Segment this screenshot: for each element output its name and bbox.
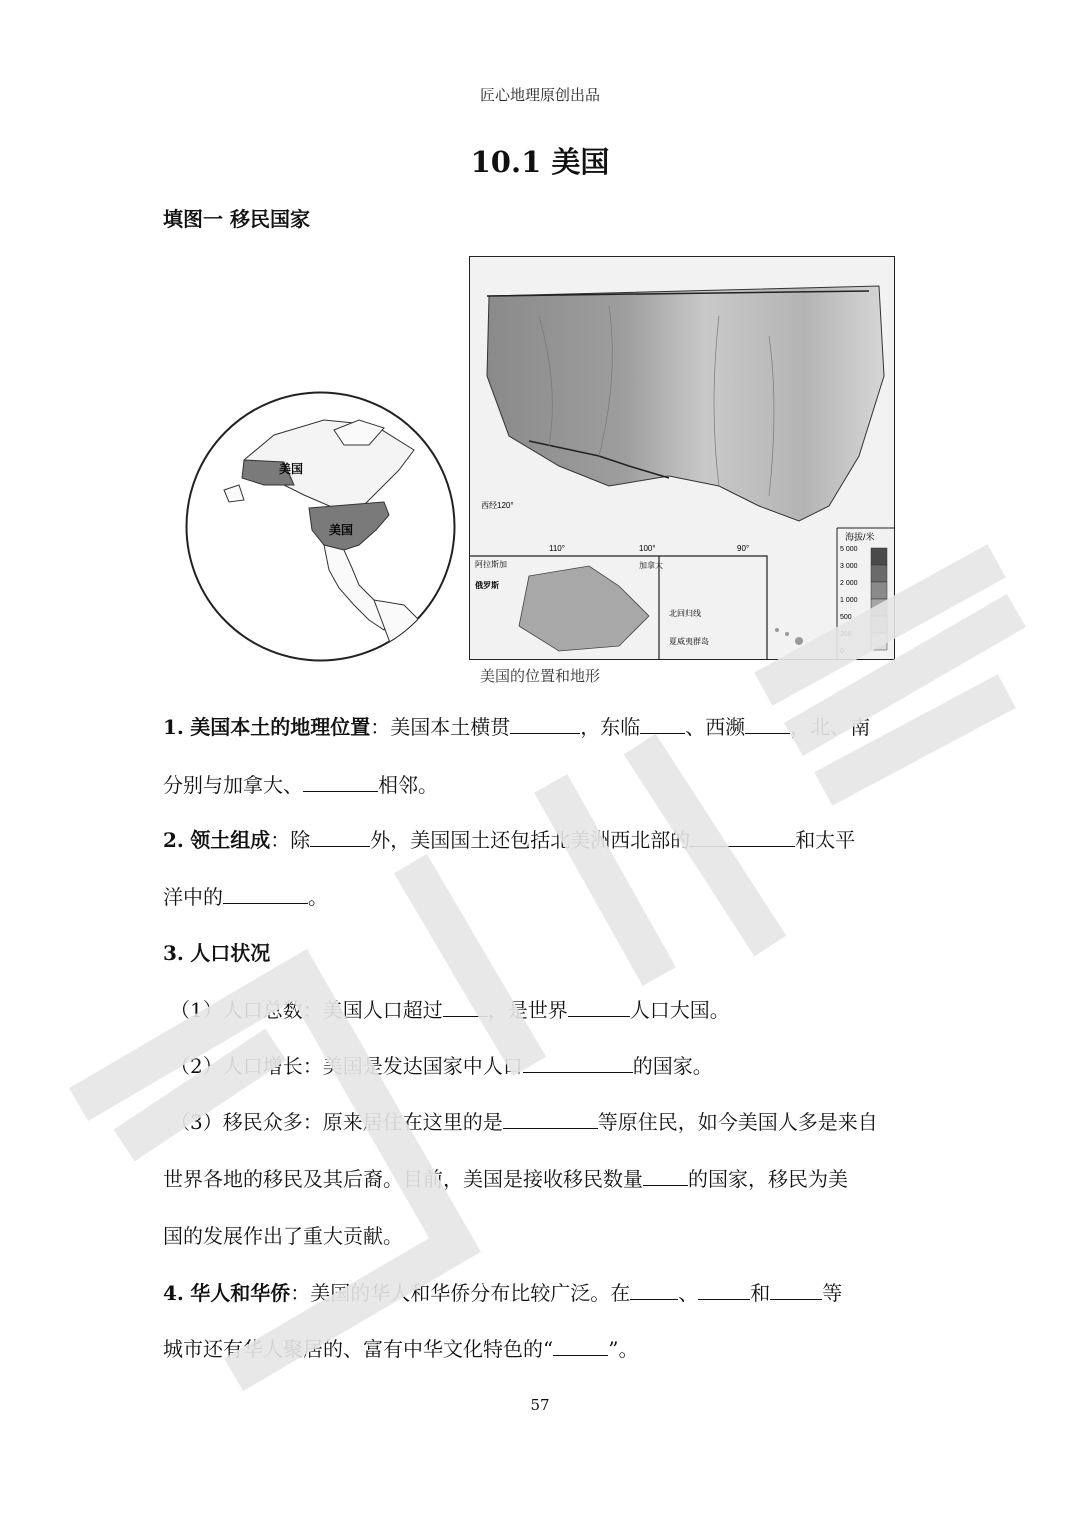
north-tropic-label: 北回归线 [669,609,701,618]
legend-tick-label: 500 [840,614,852,621]
question-3-3-line-2 [163,1167,848,1191]
q3c-text: 等原住民，如今美国人多是来自 [597,1110,878,1134]
q1-number: 1. [163,715,184,739]
globe-label-us: 美国 [329,523,354,537]
question-1-line-1 [163,715,870,739]
inset-russia-label: 俄罗斯 [475,581,499,590]
answer-blank[interactable] [553,1337,608,1356]
q4-number: 4. [163,1281,184,1305]
q2-number: 2. [163,828,184,852]
legend-title: 海拔/米 [845,532,875,542]
q2-lead: 领土组成 [190,828,271,852]
q4-lead: 华人和华侨 [190,1281,291,1305]
section-heading: 填图一 移民国家 [163,207,310,231]
answer-blank[interactable] [630,1281,678,1300]
q2-text: 洋中的 [163,885,223,909]
answer-blank[interactable] [690,828,795,847]
q1-text: 相邻。 [378,773,438,797]
q3b-text: 的国家。 [632,1054,713,1078]
us-topographic-map [469,256,895,660]
q3c-text: 世界各地的移民及其后裔。目前，美国是接收移民数量 [163,1167,643,1191]
q4-text: 城市还有华人聚居的、富有中华文化特色的“ [163,1337,554,1361]
lon-90-label: 90° [737,544,750,553]
q1-text: ，东临 [580,715,641,739]
inset-canada-label: 加拿大 [639,561,663,570]
q1-text: 、西濒 [685,715,746,739]
answer-blank[interactable] [503,1110,598,1129]
question-2-line-2 [163,885,328,909]
answer-blank[interactable] [643,1167,688,1186]
question-3-3-line-1 [170,1110,878,1134]
question-3-heading [163,941,270,965]
legend-swatch [871,548,887,565]
q3-lead: 人口状况 [190,941,271,965]
q1-text: ：美国本土横贯 [370,715,511,739]
legend-tick-label: 3 000 [840,563,858,570]
legend-tick-label: 5 000 [840,546,858,553]
question-1-line-2 [163,773,438,797]
question-3-2 [170,1054,713,1078]
answer-blank[interactable] [443,998,488,1017]
legend-swatch [871,565,887,582]
q1-text: ，北、南 [790,715,871,739]
answer-blank[interactable] [223,885,308,904]
answer-blank[interactable] [698,1281,750,1300]
lon-120-label: 西经120° [481,501,514,510]
legend-tick-label: 2 000 [840,580,858,587]
q2-text: ：除 [270,828,311,852]
answer-blank[interactable] [745,715,790,734]
inset-alaska-label: 阿拉斯加 [475,560,507,569]
q3a-text: 人口大国。 [629,998,730,1022]
q3a-text: ，是世界 [487,998,568,1022]
q4-text: 和 [750,1281,771,1305]
q1-lead: 美国本土的地理位置 [190,715,371,739]
page-number: 57 [530,1396,550,1414]
lon-110-label: 110° [549,544,565,553]
q3a-text: （1）人口总数：美国人口超过 [170,998,443,1022]
legend-tick-label: 1 000 [840,597,858,604]
q2-text: 和太平 [795,828,856,852]
globe-figure [184,390,457,663]
answer-blank[interactable] [510,715,580,734]
q2-text: 。 [308,885,328,909]
q4-text: ”。 [608,1337,639,1361]
q4-text: ：美国的华人和华侨分布比较广泛。在 [290,1281,631,1305]
legend-tick-label: 0 [840,648,844,655]
answer-blank[interactable] [640,715,685,734]
header-brand: 匠心地理原创出品 [479,86,600,104]
answer-blank[interactable] [303,773,378,792]
answer-blank[interactable] [568,998,630,1017]
q4-text: 、 [678,1281,699,1305]
question-2-line-1 [163,828,855,852]
question-3-3-line-3 [163,1224,403,1248]
q3-number: 3. [163,941,184,965]
answer-blank[interactable] [770,1281,822,1300]
q2-text: 外，美国国土还包括北美洲西北部的 [370,828,691,852]
lon-100-label: 100° [639,544,656,553]
q3b-text: （2）人口增长：美国是发达国家中人口 [170,1054,523,1078]
figure-caption: 美国的位置和地形 [479,667,600,685]
q3c-text: （3）移民众多：原来居住在这里的是 [170,1110,503,1134]
question-4-line-2 [163,1337,638,1361]
q3c-text: 国的发展作出了重大贡献。 [163,1224,403,1248]
legend-swatch [871,616,887,633]
answer-blank[interactable] [523,1054,633,1073]
page-title: 10.1 美国 [470,145,610,179]
legend-swatches [871,548,887,650]
question-3-1 [170,998,730,1022]
legend-swatch [871,599,887,616]
q4-text: 等 [822,1281,843,1305]
q3c-text: 的国家，移民为美 [688,1167,848,1191]
legend-tick-label: 200 [840,631,852,638]
globe-label-alaska: 美国 [279,462,304,476]
question-4-line-1 [163,1281,842,1305]
inset-hawaii-label: 夏威夷群岛 [669,637,709,646]
legend-swatch [871,633,887,650]
legend-swatch [871,582,887,599]
answer-blank[interactable] [310,828,370,847]
q1-text: 分别与加拿大、 [163,773,303,797]
